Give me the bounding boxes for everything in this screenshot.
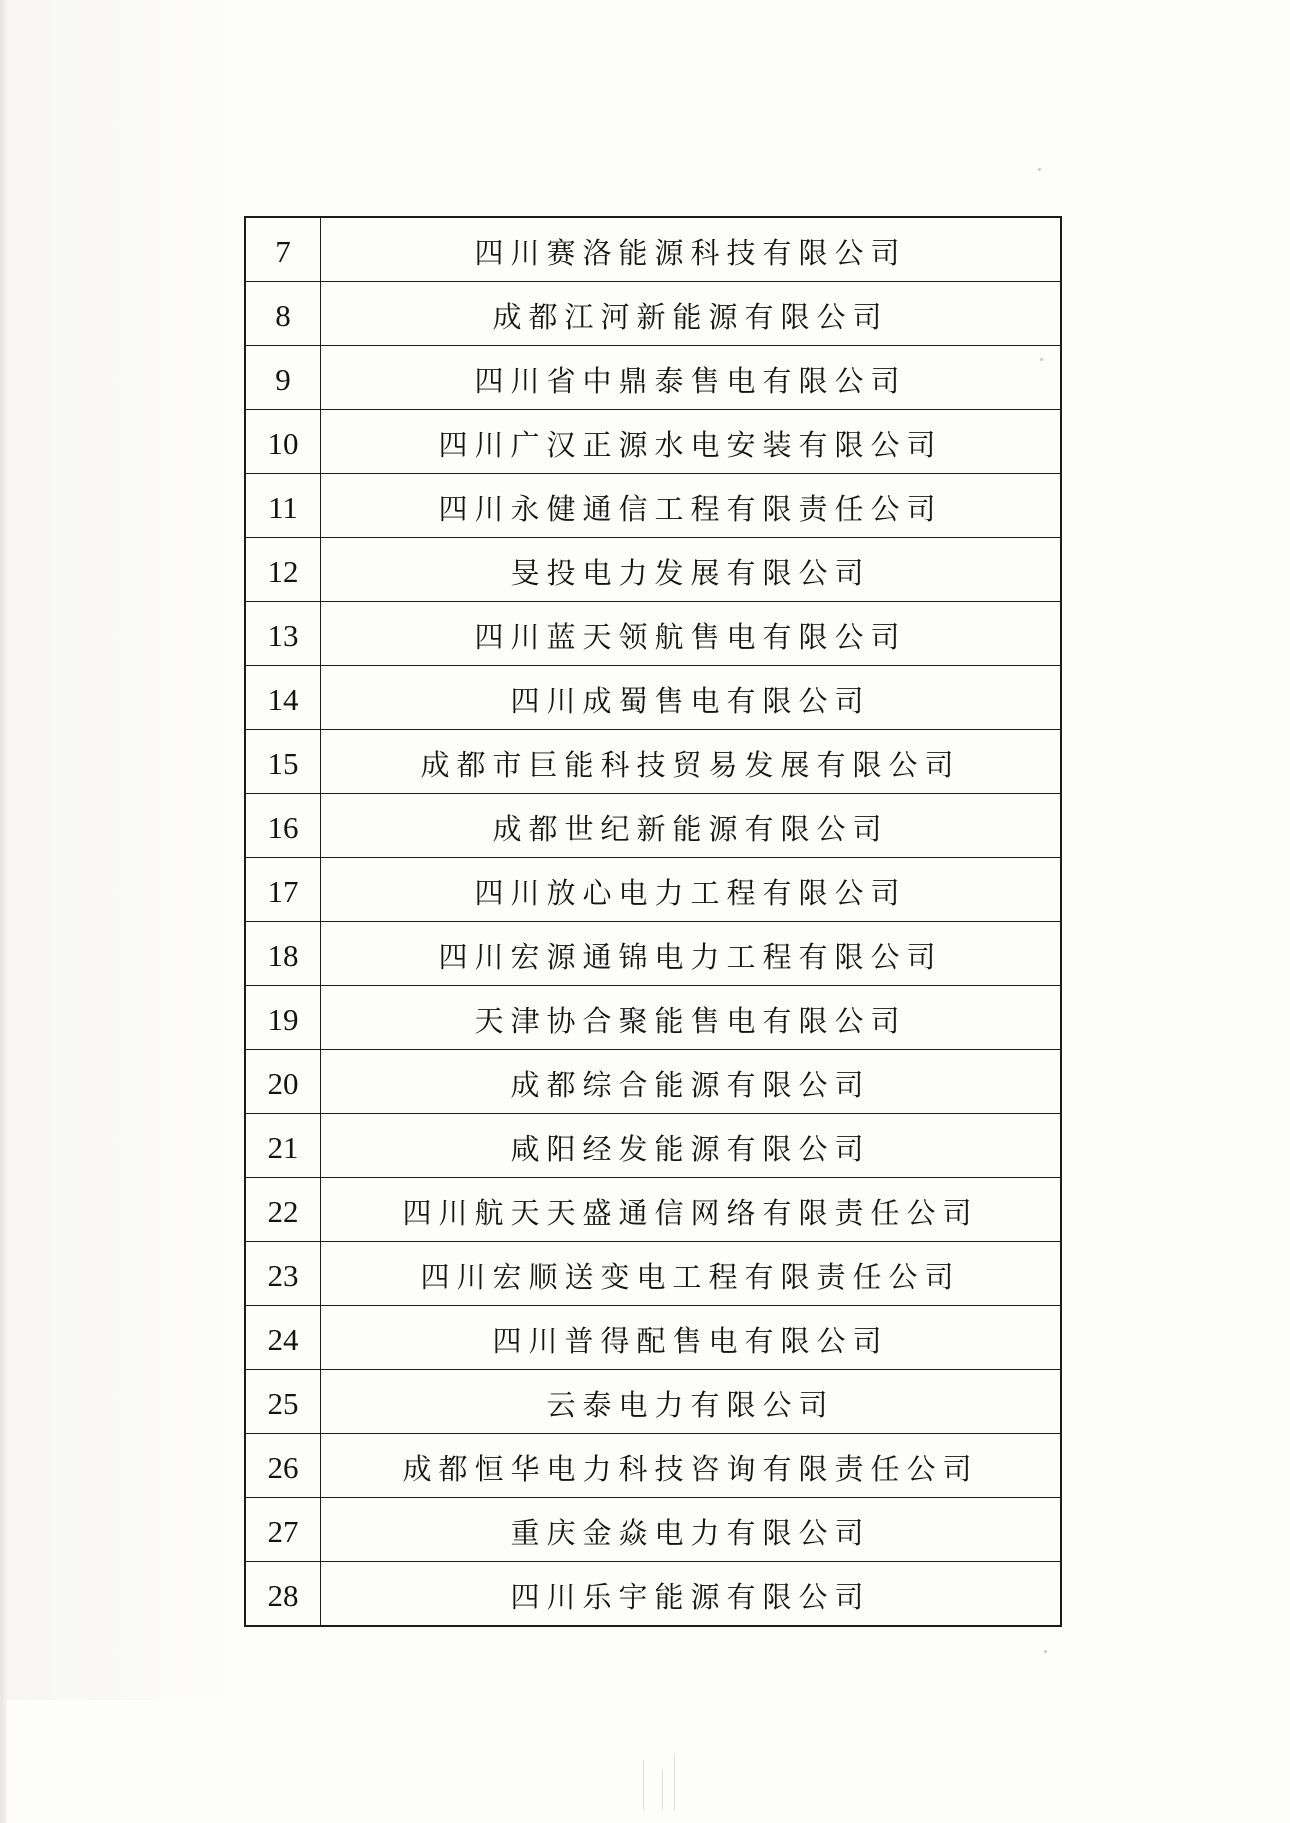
row-number: 11 [245,474,321,538]
row-number: 8 [245,282,321,346]
table-row [245,1178,1061,1242]
scan-artifact [643,1760,644,1810]
row-number: 27 [245,1498,321,1562]
row-number: 23 [245,1242,321,1306]
company-name: 四川成蜀售电有限公司 [321,666,1062,730]
scanned-page-edge [0,0,7,1823]
row-number: 17 [245,858,321,922]
company-name: 成都江河新能源有限公司 [321,282,1062,346]
table-row [245,474,1061,538]
table-row [245,1050,1061,1114]
row-number: 14 [245,666,321,730]
table-row [245,858,1061,922]
table-body [245,217,1061,1626]
table-row [245,986,1061,1050]
table-row [245,730,1061,794]
scan-artifact [674,1755,675,1810]
table-row [245,346,1061,410]
scan-speck [1040,358,1043,361]
table-row [245,282,1061,346]
table-row [245,538,1061,602]
row-number: 25 [245,1370,321,1434]
company-name: 云泰电力有限公司 [321,1370,1062,1434]
row-number: 22 [245,1178,321,1242]
company-name: 四川赛洛能源科技有限公司 [321,217,1062,282]
company-name: 四川永健通信工程有限责任公司 [321,474,1062,538]
company-name: 旻投电力发展有限公司 [321,538,1062,602]
company-name: 天津协合聚能售电有限公司 [321,986,1062,1050]
row-number: 18 [245,922,321,986]
table-row [245,1434,1061,1498]
row-number: 9 [245,346,321,410]
company-list-table [244,216,1062,1627]
company-name: 重庆金焱电力有限公司 [321,1498,1062,1562]
table-row [245,794,1061,858]
scan-speck [1044,1650,1047,1653]
row-number: 16 [245,794,321,858]
table-row [245,1562,1061,1627]
row-number: 20 [245,1050,321,1114]
table-row [245,217,1061,282]
company-name: 四川宏顺送变电工程有限责任公司 [321,1242,1062,1306]
table-row [245,1370,1061,1434]
company-name: 四川广汉正源水电安装有限公司 [321,410,1062,474]
table-row [245,1114,1061,1178]
table-row [245,1306,1061,1370]
table-row [245,1242,1061,1306]
row-number: 10 [245,410,321,474]
scan-artifact [662,1770,663,1810]
company-name: 成都综合能源有限公司 [321,1050,1062,1114]
table-row [245,602,1061,666]
table-row [245,922,1061,986]
company-name: 成都世纪新能源有限公司 [321,794,1062,858]
company-name: 成都恒华电力科技咨询有限责任公司 [321,1434,1062,1498]
table-row [245,410,1061,474]
row-number: 28 [245,1562,321,1627]
row-number: 12 [245,538,321,602]
table-row [245,1498,1061,1562]
row-number: 19 [245,986,321,1050]
row-number: 26 [245,1434,321,1498]
row-number: 7 [245,217,321,282]
row-number: 21 [245,1114,321,1178]
company-name: 四川蓝天领航售电有限公司 [321,602,1062,666]
company-name: 四川普得配售电有限公司 [321,1306,1062,1370]
row-number: 15 [245,730,321,794]
scan-speck [1038,168,1041,171]
company-name: 四川放心电力工程有限公司 [321,858,1062,922]
row-number: 24 [245,1306,321,1370]
company-name: 四川宏源通锦电力工程有限公司 [321,922,1062,986]
company-name: 四川乐宇能源有限公司 [321,1562,1062,1627]
scan-shading [7,0,237,1700]
company-name: 成都市巨能科技贸易发展有限公司 [321,730,1062,794]
row-number: 13 [245,602,321,666]
company-name: 咸阳经发能源有限公司 [321,1114,1062,1178]
company-name: 四川航天天盛通信网络有限责任公司 [321,1178,1062,1242]
table-row [245,666,1061,730]
company-name: 四川省中鼎泰售电有限公司 [321,346,1062,410]
